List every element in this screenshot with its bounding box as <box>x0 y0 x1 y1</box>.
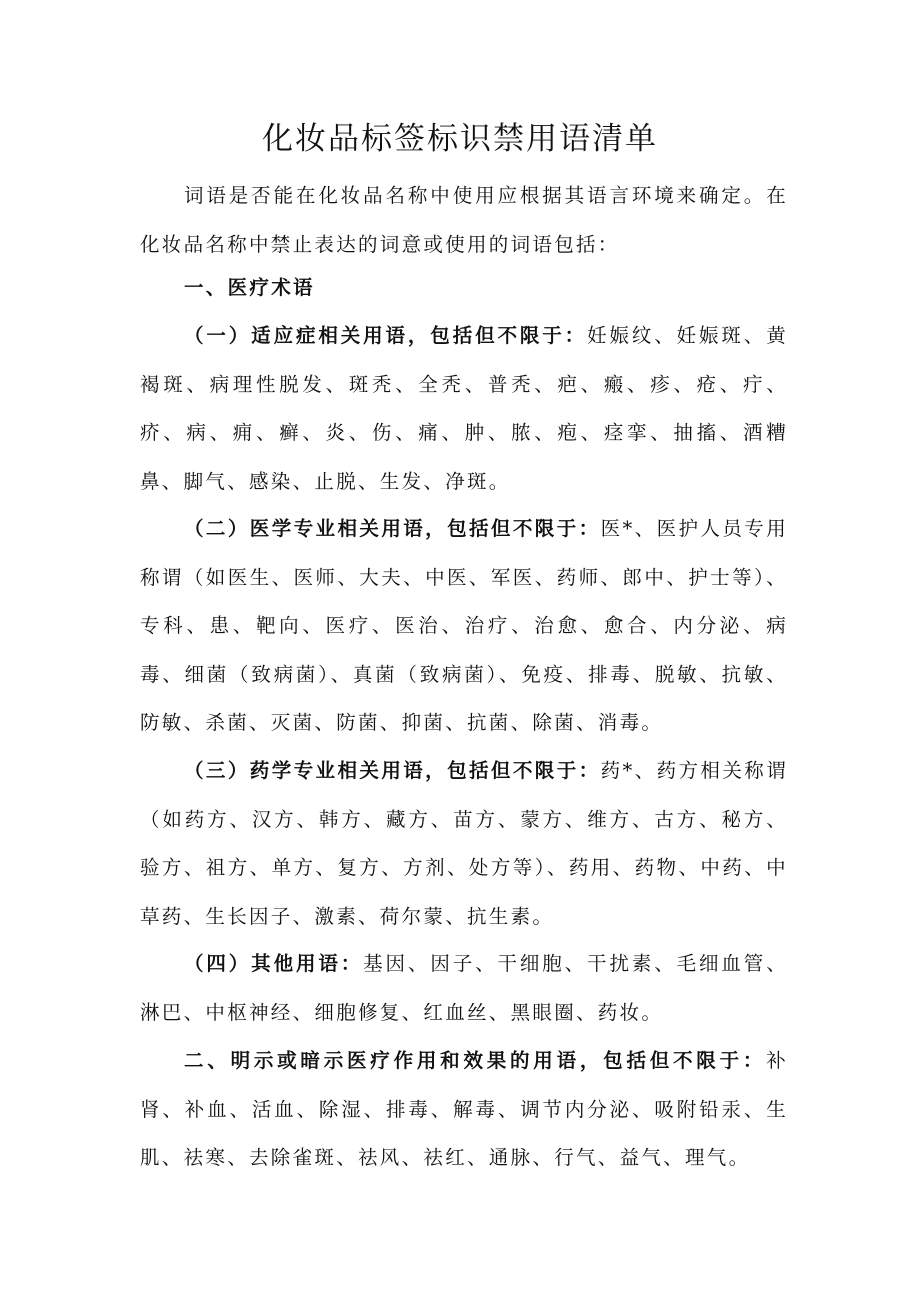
section-1-heading <box>140 264 788 313</box>
intro-paragraph: 词语是否能在化妆品名称中使用应根据其语言环境来确定。在化妆品名称中禁止表达的词意或使用的词语包括： <box>140 184 788 256</box>
subsection-4-paragraph <box>140 940 788 1037</box>
subsection-2-paragraph <box>140 505 788 748</box>
subsection-1-content: 妊娠纹、妊娠斑、黄褐斑、病理性脱发、斑秃、全秃、普秃、疤、瘢、疹、疮、疔、疥、病、痈、癣、炎、伤、痛、肿、脓、疱、痉挛、抽搐、酒糟鼻、脚气、感染、止脱、生发、净斑。 <box>140 324 788 493</box>
subsection-1-paragraph <box>140 312 788 506</box>
subsection-3-label: （三）药学专业相关用语，包括但不限于： <box>184 759 601 782</box>
section-1-heading-text: 一、医疗术语 <box>184 276 315 299</box>
document-title: 化妆品标签标识禁用语清单 <box>262 121 658 157</box>
subsection-3-content: 药*、药方相关称谓（如药方、汉方、韩方、藏方、苗方、蒙方、维方、古方、秘方、验方、祖方、单方、复方、方剂、处方等）、药用、药物、中药、中草药、生长因子、激素、荷尔蒙、抗生素。 <box>140 759 789 928</box>
subsection-2-content: 医*、医护人员专用称谓（如医生、医师、大夫、中医、军医、药师、郎中、护士等）、专科、患、靶向、医疗、医治、治疗、治愈、愈合、内分泌、病毒、细菌（致病菌）、真菌（致病菌）、免疫、排毒、脱敏、抗敏、防敏、杀菌、灭菌、防菌、抑菌、抗菌、除菌、消毒。 <box>140 517 789 734</box>
section-2-label: 二、明示或暗示医疗作用和效果的用语，包括但不限于： <box>184 1049 767 1072</box>
subsection-3-paragraph <box>140 747 788 941</box>
subsection-4-label: （四）其他用语： <box>184 952 364 975</box>
section-2-content: 补肾、补血、活血、除湿、排毒、解毒、调节内分泌、吸附铅汞、生肌、祛寒、去除雀斑、祛风、祛红、通脉、行气、益气、理气。 <box>140 1049 788 1169</box>
subsection-2-label: （二）医学专业相关用语，包括但不限于： <box>184 517 601 540</box>
section-2-paragraph <box>140 1037 788 1183</box>
subsection-1-label: （一）适应症相关用语，包括但不限于： <box>184 324 588 347</box>
subsection-4-content: 基因、因子、干细胞、干扰素、毛细血管、淋巴、中枢神经、细胞修复、红血丝、黑眼圈、药妆。 <box>140 952 788 1024</box>
